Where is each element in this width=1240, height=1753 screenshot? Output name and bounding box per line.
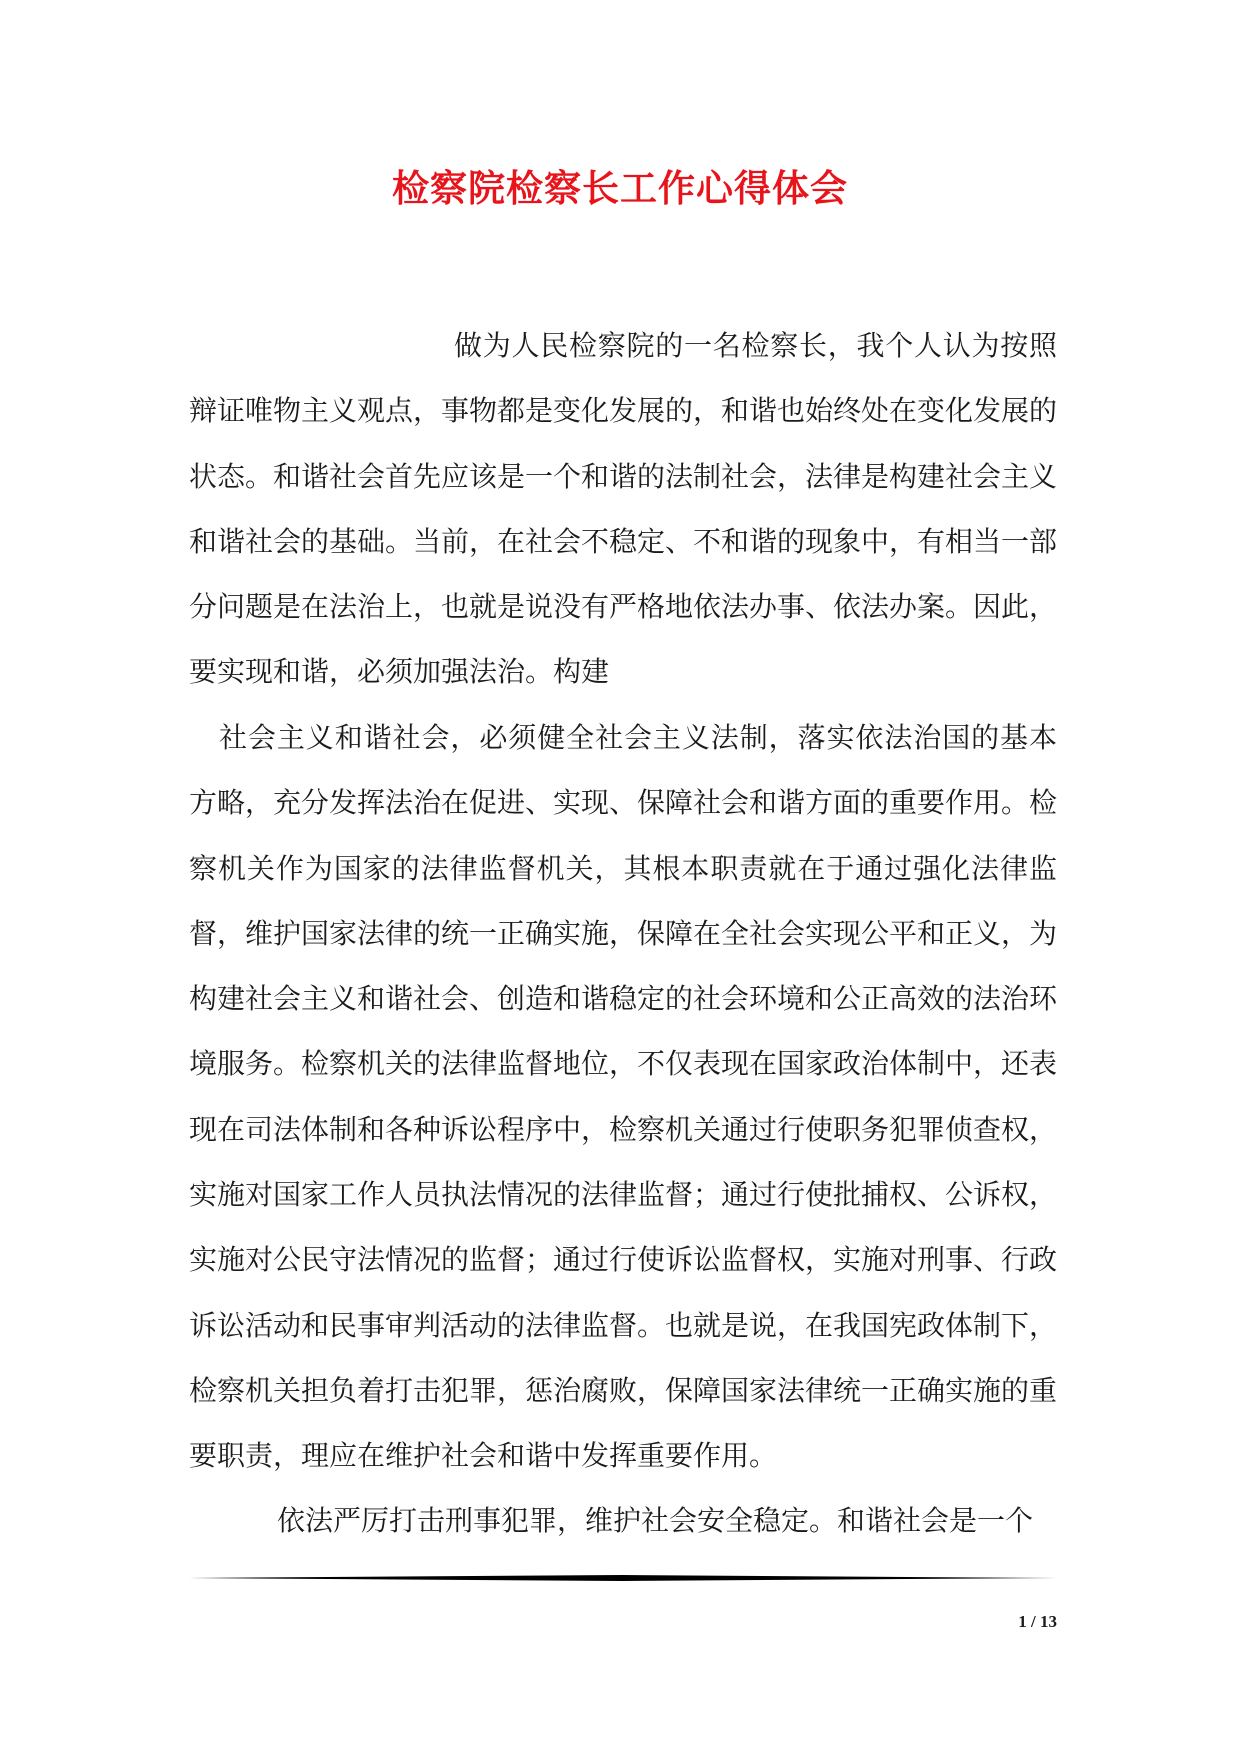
page-number: 1 / 13 xyxy=(1018,1612,1057,1631)
body-paragraph-2: 社会主义和谐社会，必须健全社会主义法制，落实依法治国的基本方略，充分发挥法治在促进、实现、保障社会和谐方面的重要作用。检察机关作为国家的法律监督机关，其根本职责就在于通过强化法律监督，维护国家法律的统一正确实施，保障在全社会实现公平和正义，为构建社会主义和谐社会、创造和谐稳定的社会环境和公正高效的法治环境服务。检察机关的法律监督地位，不仅表现在国家政治体制中，还表现在司法体制和各种诉讼程序中，检察机关通过行使职务犯罪侦查权，实施对国家工作人员执法情况的法律监督；通过行使批捕权、公诉权，实施对公民守法情况的监督；通过行使诉讼监督权，实施对刑事、行政诉讼活动和民事审判活动的法律监督。也就是说，在我国宪政体制下，检察机关担负着打击犯罪，惩治腐败，保障国家法律统一正确实施的重要职责，理应在维护社会和谐中发挥重要作用。 xyxy=(189,721,1058,1473)
body-paragraph-1: 做为人民检察院的一名检察长，我个人认为按照辩证唯物主义观点，事物都是变化发展的，和谐也始终处在变化发展的状态。和谐社会首先应该是一个和谐的法制社会，法律是构建社会主义和谐社会的基础。当前，在社会不稳定、不和谐的现象中，有相当一部分问题是在法治上，也就是说没有严格地依法办事、依法办案。因此，要实现和谐，必须加强法治。构建 xyxy=(189,329,1058,689)
body-paragraph-3: 依法严厉打击刑事犯罪，维护社会安全稳定。和谐社会是一个 xyxy=(277,1504,1034,1537)
footer-divider xyxy=(189,1575,1057,1581)
page-title: 检察院检察长工作心得体会 xyxy=(392,166,848,210)
